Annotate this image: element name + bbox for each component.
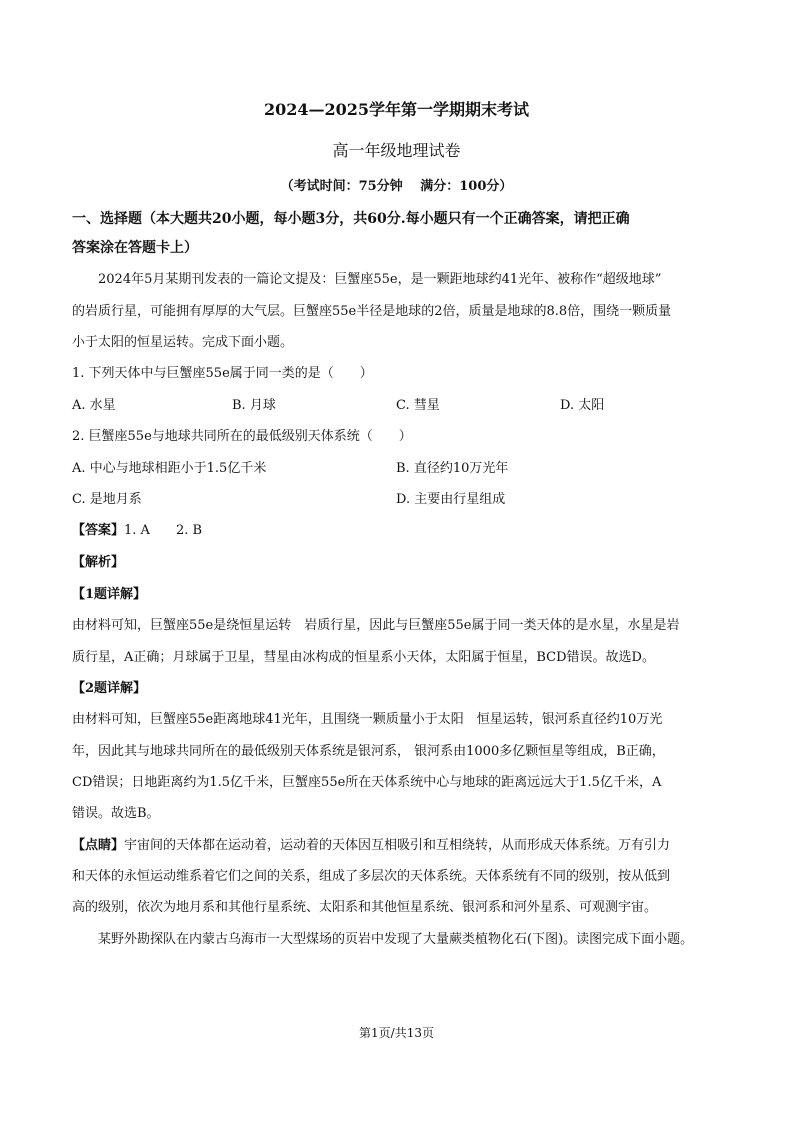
passage2-line1: 某野外勘探队在内蒙古乌海市一大型煤场的页岩中发现了大量蕨类植物化石(下图)。读图完成下面小题。 <box>98 932 694 947</box>
answer-line <box>72 521 732 541</box>
comment-line3: 高的级别，依次为地月系和其他行星系统、太阳系和其他恒星系统、银河系和河外星系、可观测宇宙。 <box>72 900 658 915</box>
exam-info: （考试时间：75分钟 满分：100分） <box>280 179 513 194</box>
answer-text: 1. A 2. B <box>124 523 203 538</box>
question2-option-b: B. 直径约10万光年 <box>396 461 509 476</box>
detail2-line1: 由材料可知，巨蟹座55e距离地球41光年，且围绕一颗质量小于太阳 恒星运转，银河系直径约10万光 <box>72 712 663 727</box>
detail2-tag: 【2题详解】 <box>72 681 147 696</box>
section-instructions-line2: 答案涂在答题卡上） <box>72 240 198 256</box>
passage1-line1: 2024年5月某期刊发表的一篇论文提及：巨蟹座55e，是一颗距地球约41光年、被称作“超级地球” <box>98 272 662 287</box>
detail1-line2: 质行星，A正确；月球属于卫星，彗星由冰构成的恒星系小天体，太阳属于恒星，BCD错误。故选D。 <box>72 650 655 665</box>
passage1-line3: 小于太阳的恒星运转。完成下面小题。 <box>72 335 294 350</box>
question2-stem: 2. 巨蟹座55e与地球共同所在的最低级别天体系统（ ） <box>72 429 412 444</box>
comment-line1 <box>72 836 732 856</box>
section-instructions-line1: 一、选择题（本大题共20小题，每小题3分，共60分.每小题只有一个正确答案，请把正确 <box>72 211 630 227</box>
exam-title: 2024—2025学年第一学期期末考试 <box>263 100 530 119</box>
question2-option-a: A. 中心与地球相距小于1.5亿千米 <box>72 461 267 476</box>
detail2-line2: 年，因此其与地球共同所在的最低级别天体系统是银河系， 银河系由1000多亿颗恒星等组成，B正确， <box>72 744 665 759</box>
question2-option-c: C. 是地月系 <box>72 492 142 507</box>
detail1-line1: 由材料可知，巨蟹座55e是绕恒星运转 岩质行星，因此与巨蟹座55e属于同一类天体的是水星，水星是岩 <box>72 618 680 633</box>
detail1-tag: 【1题详解】 <box>72 587 147 602</box>
question1-option-c: C. 彗星 <box>396 398 440 413</box>
passage1-line2: 的岩质行星，可能拥有厚厚的大气层。巨蟹座55e半径是地球的2倍，质量是地球的8.8倍，围绕一颗质量 <box>72 304 672 319</box>
detail2-line4: 错误。故选B。 <box>72 806 160 821</box>
question1-stem: 1. 下列天体中与巨蟹座55e属于同一类的是（ ） <box>72 366 373 381</box>
answer-tag: 【答案】 <box>72 523 125 538</box>
comment-text-line1: 宇宙间的天体都在运动着，运动着的天体因互相吸引和互相绕转，从而形成天体系统。万有引力 <box>124 838 671 853</box>
page-number: 第1页/共13页 <box>359 1026 434 1040</box>
question1-option-a: A. 水星 <box>72 398 116 413</box>
question1-option-d: D. 太阳 <box>560 398 605 413</box>
exam-subtitle: 高一年级地理试卷 <box>332 141 461 160</box>
question1-option-b: B. 月球 <box>232 398 276 413</box>
question2-option-d: D. 主要由行星组成 <box>396 492 506 507</box>
detail2-line3: CD错误；日地距离约为1.5亿千米，巨蟹座55e所在天体系统中心与地球的距离远远大于1.5亿千米，A <box>72 775 662 790</box>
comment-tag: 【点睛】 <box>72 838 125 853</box>
comment-line2: 和天体的永恒运动维系着它们之间的关系，组成了多层次的天体系统。天体系统有不同的级别，按从低到 <box>72 869 671 884</box>
analysis-tag: 【解析】 <box>72 555 125 570</box>
